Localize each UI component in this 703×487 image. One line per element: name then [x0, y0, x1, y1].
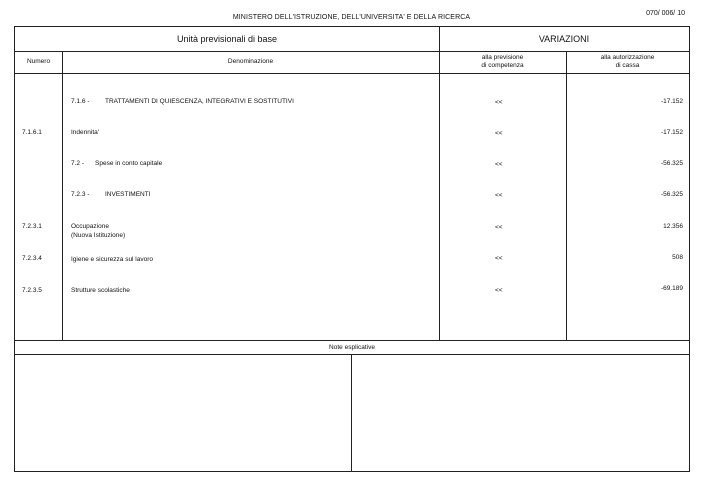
numero-column-divider [62, 51, 63, 340]
column-header-cassa-line2: di cassa [615, 62, 640, 69]
header-divider [15, 51, 689, 52]
row-competenza: << [495, 161, 503, 168]
row-label: Occupazione [71, 223, 109, 230]
row-cassa: -17.152 [660, 98, 683, 105]
group-header-variazioni: VARIAZIONI [538, 34, 590, 44]
row-label: Igiene e sicurezza sul lavoro [71, 256, 154, 263]
row-numero: 7.2.3.5 [22, 287, 42, 294]
row-cassa: 12.356 [663, 223, 683, 230]
notes-left-box [15, 355, 351, 471]
row-code: 7.2.3 - [71, 191, 90, 198]
row-label: Strutture scolastiche [71, 287, 130, 294]
column-header-cassa-line1: alla autorizzazione [600, 54, 655, 61]
column-header-cassa [566, 54, 689, 70]
row-competenza: << [495, 224, 503, 231]
table-bottom-divider [15, 340, 689, 341]
row-competenza: << [495, 130, 503, 137]
ministry-header: MINISTERO DELL'ISTRUZIONE, DELL'UNIVERSITA' E DELLA RICERCA [232, 14, 471, 21]
notes-title: Note esplicative [329, 344, 375, 351]
row-competenza: << [495, 287, 503, 294]
row-code: 7.1.6 - [71, 98, 90, 105]
row-label: Spese in conto capitale [95, 160, 163, 167]
row-label-secondary: (Nuova Istituzione) [71, 232, 126, 239]
column-header-competenza-line1: alla previsione [481, 54, 524, 61]
row-competenza: << [495, 255, 503, 262]
notes-right-box [352, 355, 689, 471]
column-header-numero: Numero [26, 58, 51, 65]
cassa-column-divider [566, 51, 567, 340]
row-competenza: << [495, 192, 503, 199]
row-competenza: << [495, 99, 503, 106]
row-numero: 7.1.6.1 [22, 129, 42, 136]
row-cassa: -56.325 [660, 160, 683, 167]
column-header-denominazione: Denominazione [227, 58, 274, 65]
row-numero: 7.2.3.1 [22, 223, 42, 230]
row-label: Indennita' [71, 129, 99, 136]
column-header-competenza [439, 54, 566, 70]
row-label: INVESTIMENTI [105, 191, 151, 198]
row-cassa: -56.325 [660, 191, 683, 198]
budget-table-frame [14, 26, 690, 472]
row-cassa: -17.152 [660, 129, 683, 136]
document-code: 070/ 006/ 10 [646, 10, 685, 17]
row-cassa: 508 [672, 254, 683, 261]
row-code: 7.2 - [71, 160, 85, 167]
row-label: TRATTAMENTI DI QUIESCENZA, INTEGRATIVI E SOSTITUTIVI [105, 98, 294, 105]
row-cassa: -69.189 [660, 285, 683, 292]
group-header-upb: Unità previsionali di base [176, 34, 278, 44]
column-header-divider [15, 73, 689, 74]
variazioni-divider [439, 27, 440, 340]
column-header-competenza-line2: di competenza [481, 62, 524, 69]
row-numero: 7.2.3.4 [22, 255, 42, 262]
